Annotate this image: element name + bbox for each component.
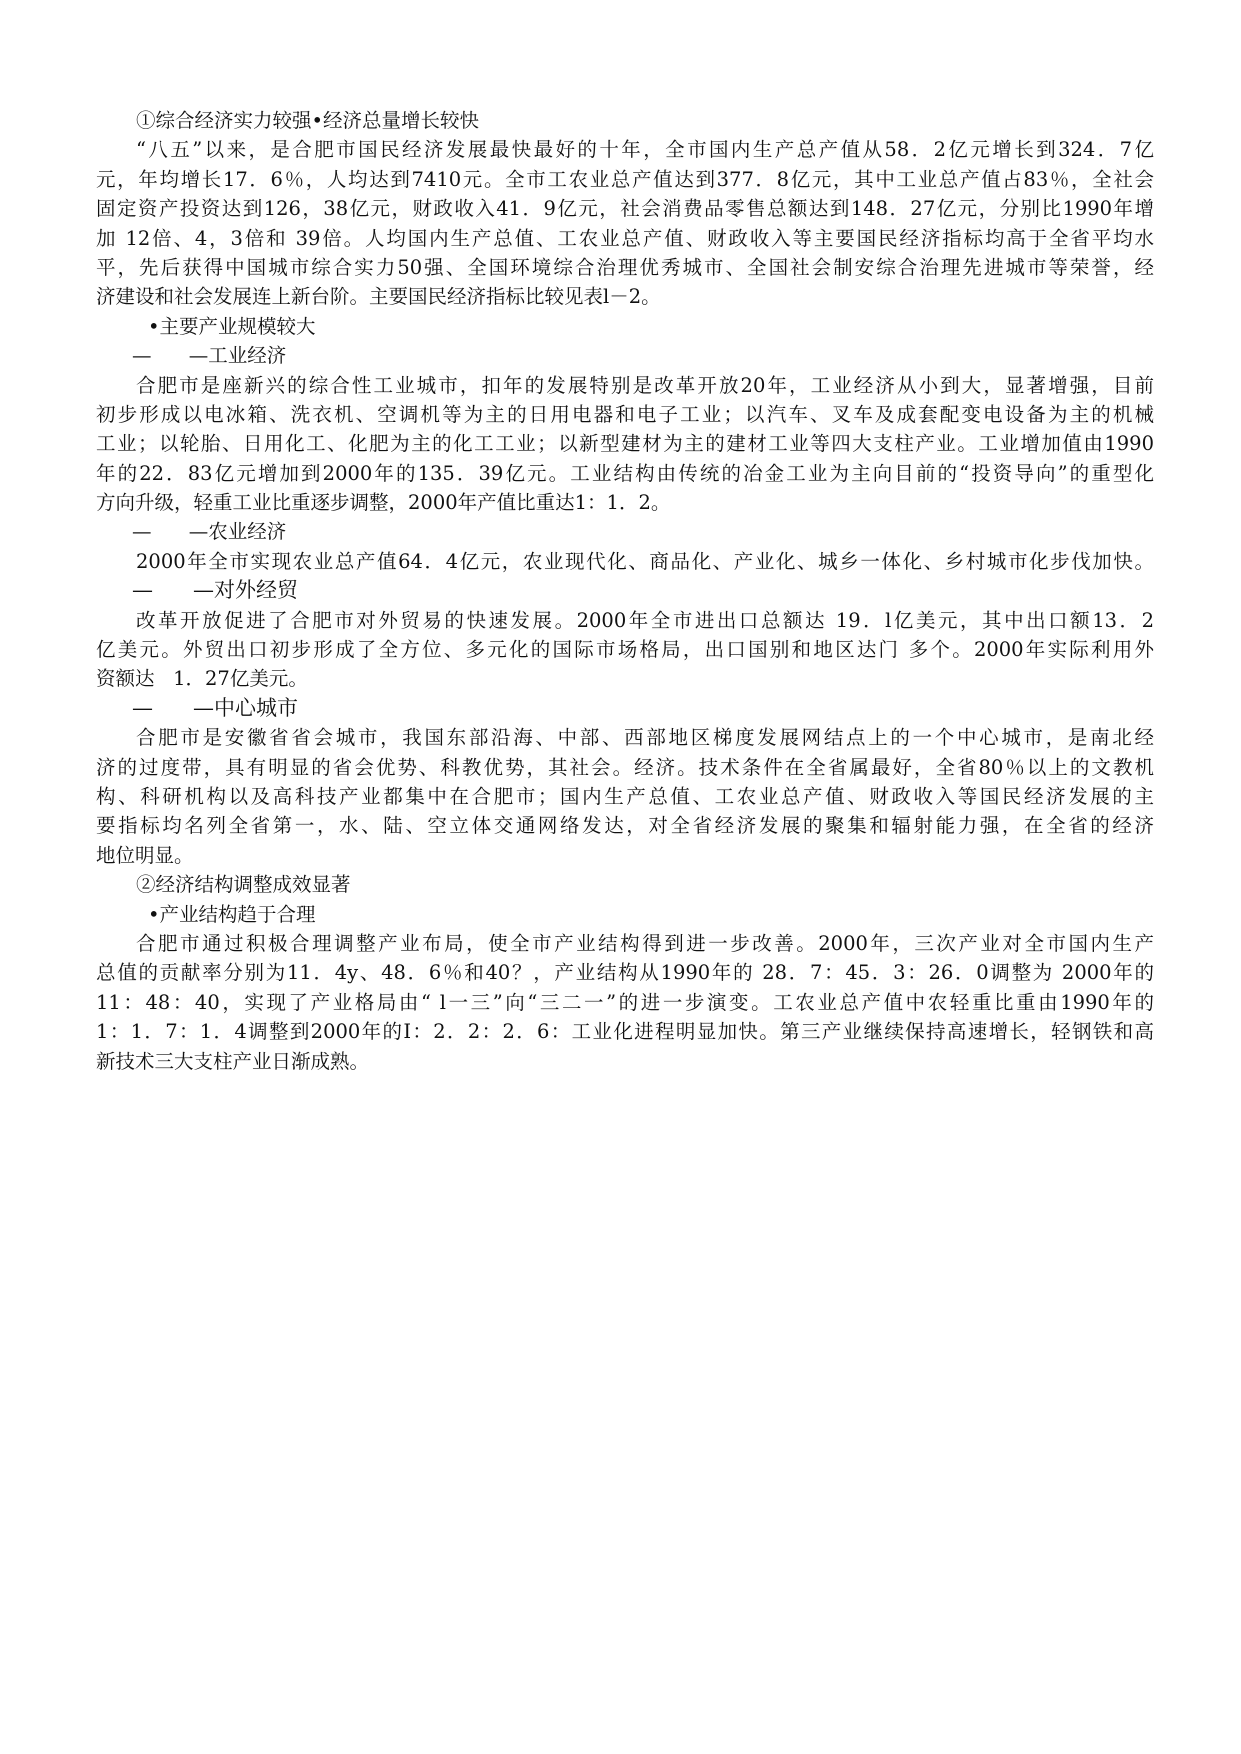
text-line: 要指标均名列全省第一，水、陆、空立体交通网络发达，对全省经济发展的聚集和辐射能力强，在全省的经济 [96,814,1154,838]
text-line: 初步形成以电冰箱、洗衣机、空调机等为主的日用电器和电子工业；以汽车、叉车及成套配变电设备为主的机械 [96,402,1154,426]
text-line: 合肥市是安徽省省会城市，我国东部沿海、中部、西部地区梯度发展网结点上的一个中心城市，是南北经 [136,726,1154,750]
text-line: 元，年均增长17．6％，人均达到7410元。全市工农业总产值达到377．8亿元，其中工业总产值占83％，全社会 [96,167,1154,191]
text-line: 济的过度带，具有明显的省会优势、科教优势，其社会。经济。技术条件在全省属最好，全省80％以上的文教机 [96,755,1154,779]
text-line: 构、科研机构以及高科技产业都集中在合肥市；国内生产总值、工农业总产值、财政收入等国民经济发展的主 [96,784,1154,808]
text-line: 合肥市通过积极合理调整产业布局，使全市产业结构得到进一步改善。2000年，三次产业对全市国内生产 [136,931,1154,955]
text-line: 平，先后获得中国城市综合实力50强、全国环境综合治理优秀城市、全国社会制安综合治理先进城市等荣誉，经 [96,255,1154,279]
text-line: — —中心城市 [132,695,299,720]
text-line: 新技术三大支柱产业日渐成熟。 [96,1049,370,1073]
text-line: 方向升级，轻重工业比重逐步调整，2000年产值比重达1：1．2。 [96,491,671,515]
text-line: 加 12倍、4，3倍和 39倍。人均国内生产总值、工农业总产值、财政收入等主要国民经济指标均高于全省平均水 [96,226,1154,250]
text-line: 固定资产投资达到126，38亿元，财政收入41．9亿元，社会消费品零售总额达到148．27亿元，分别比1990年增 [96,197,1154,221]
text-line: ①综合经济实力较强•经济总量增长较快 [136,109,480,132]
document-body [96,106,1154,1076]
text-line: 亿美元。外贸出口初步形成了全方位、多元化的国际市场格局，出口国别和地区达门 多个。2000年实际利用外 [96,638,1154,662]
text-line: — —工业经济 [132,344,287,368]
text-line: 合肥市是座新兴的综合性工业城市，扣年的发展特别是改革开放20年，工业经济从小到大，显著增强，目前 [136,373,1154,397]
text-line: ②经济结构调整成效显著 [136,873,351,897]
text-line: 11：48：40，实现了产业格局由“ l一三”向“三二一”的进一步演变。工农业总产值中农轻重比重由1990年的 [96,990,1154,1014]
text-line: 地位明显。 [96,843,194,867]
text-line: 总值的贡献率分别为11．4y、48．6％和40？，产业结构从1990年的 28．7：45．3：26．0调整为 2000年的 [96,961,1154,985]
text-line: 济建设和社会发展连上新台阶。主要国民经济指标比较见表l－2。 [96,285,661,309]
text-line: •主要产业规模较大 [148,314,316,338]
text-line: •产业结构趋于合理 [148,902,316,926]
text-line: 1：1．7：1．4调整到2000年的I：2．2：2．6：工业化进程明显加快。第三产业继续保持高速增长，轻钢铁和高 [96,1020,1154,1044]
text-line: 改革开放促进了合肥市对外贸易的快速发展。2000年全市进出口总额达 19．l亿美元，其中出口额13．2 [136,608,1154,632]
text-line: “八五”以来，是合肥市国民经济发展最快最好的十年，全市国内生产总产值从58．2亿元增长到324．7亿 [136,138,1154,162]
text-line: — —农业经济 [132,520,287,544]
text-line: 资额达 1．27亿美元。 [96,667,308,691]
text-line: — —对外经贸 [132,578,299,603]
text-line: 2000年全市实现农业总产值64．4亿元，农业现代化、商品化、产业化、城乡一体化、乡村城市化步伐加快。 [136,549,1154,573]
text-line: 工业；以轮胎、日用化工、化肥为主的化工工业；以新型建材为主的建材工业等四大支柱产业。工业增加值由1990 [96,432,1154,456]
text-line: 年的22．83亿元增加到2000年的135．39亿元。工业结构由传统的冶金工业为主向目前的“投资导向”的重型化 [96,461,1154,485]
